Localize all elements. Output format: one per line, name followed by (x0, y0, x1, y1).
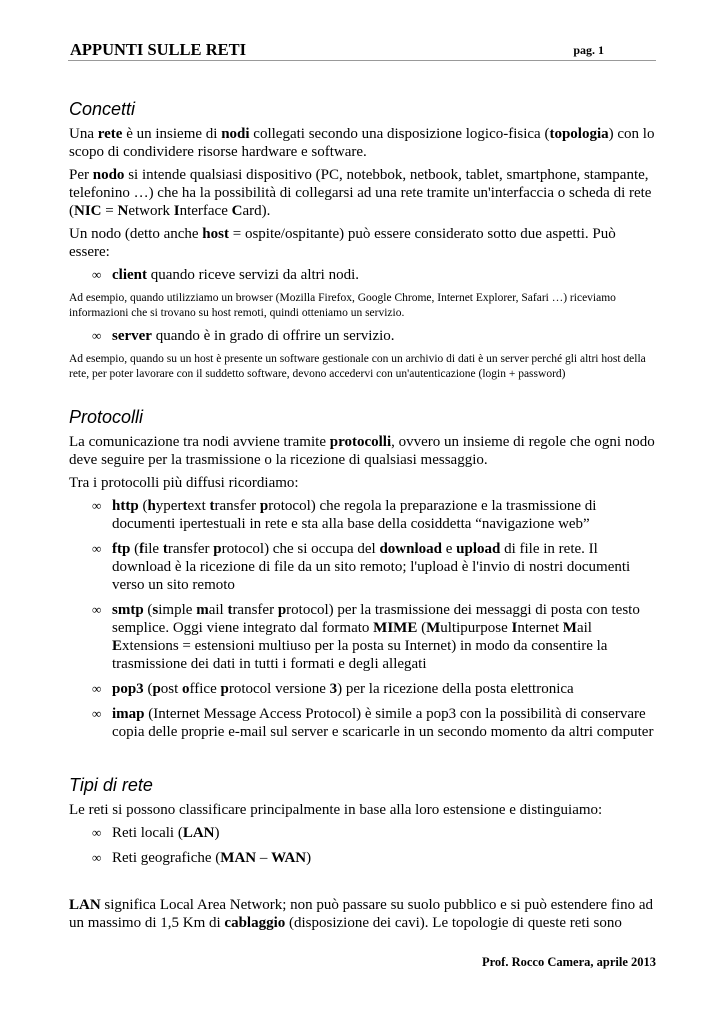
paragraph-protocolli-intro: Tra i protocolli più diffusi ricordiamo: (69, 475, 299, 491)
list-protocolli (69, 497, 657, 741)
page-number: pag. 1 (573, 43, 604, 57)
list-client (69, 266, 657, 284)
list-tipi (69, 824, 657, 867)
infinity-bullet-icon: ∞ (92, 850, 102, 865)
paragraph-lan: LAN significa Local Area Network; non può passare su suolo pubblico e si può estendere fino ad un massimo di 1,5 Km di cablaggio (disposizione dei cavi). Le topologie di queste reti sono (69, 897, 654, 931)
paragraph-rete: Una rete è un insieme di nodi collegati secondo una disposizione logico-fisica (topologia) con lo scopo di condividere risorse hardware e software. (69, 126, 655, 160)
list-item-lan: ∞ Reti locali (LAN) (92, 825, 220, 841)
client-note: Ad esempio, quando utilizziamo un browser (Mozilla Firefox, Google Chrome, Internet Explorer, Safari …) riceviamo informazioni che si trovano su host remoti, quindi otteniamo un servizio. (69, 292, 616, 319)
paragraph-nodo: Per nodo si intende qualsiasi dispositivo (PC, notebbok, netbook, tablet, smartphone, stampante, telefonino …) che ha la possibilità di collegarsi ad una rete tramite un'interfaccia o scheda di rete (NIC = Network Interface Card). (69, 167, 652, 219)
list-item-imap: ∞ imap (Internet Message Access Protocol) è simile a pop3 con la possibilità di conservare copia delle proprie e-mail sul server e scaricarle in un secondo momento da altri computer (92, 706, 654, 740)
infinity-bullet-icon: ∞ (92, 498, 102, 513)
paragraph-tipi: Le reti si possono classificare principalmente in base alla loro estensione e distinguiamo: (69, 802, 603, 818)
heading-tipi-di-rete: Tipi di rete (69, 775, 153, 795)
list-item: ∞ client quando riceve servizi da altri nodi. (92, 267, 360, 283)
infinity-bullet-icon: ∞ (92, 825, 102, 840)
infinity-bullet-icon: ∞ (92, 706, 102, 721)
infinity-bullet-icon: ∞ (92, 267, 102, 282)
server-note: Ad esempio, quando su un host è presente un software gestionale con un archivio di dati è un server perché gli altri host della rete, per poter lavorare con il suddetto software, devono accedervi con un'autenticazione (login + password) (69, 353, 646, 380)
infinity-bullet-icon: ∞ (92, 681, 102, 696)
infinity-bullet-icon: ∞ (92, 541, 102, 556)
paragraph-protocolli: La comunicazione tra nodi avviene tramite protocolli, ovvero un insieme di regole che ogni nodo deve seguire per la trasmissione o la ricezione di qualsiasi messaggio. (69, 434, 655, 468)
section-tipi-di-rete (69, 774, 657, 932)
infinity-bullet-icon: ∞ (92, 602, 102, 617)
list-item-geografiche: ∞ Reti geografiche (MAN – WAN) (92, 850, 312, 866)
list-server (69, 327, 657, 345)
document-body (69, 98, 657, 937)
paragraph-host: Un nodo (detto anche host = ospite/ospitante) può essere considerato sotto due aspetti. Può essere: (69, 226, 616, 260)
page-footer: Prof. Rocco Camera, aprile 2013 (481, 955, 656, 969)
page-header (68, 38, 656, 61)
section-concetti (69, 98, 657, 382)
list-item-http: ∞ http (hypertext transfer protocol) che regola la preparazione e la trasmissione di documenti ipertestuali in rete e sta alla base della cosiddetta “navigazione web” (92, 498, 597, 532)
heading-concetti: Concetti (69, 99, 136, 119)
list-item-smtp: ∞ smtp (simple mail transfer protocol) per la trasmissione dei messaggi di posta con testo semplice. Oggi viene integrato dal formato MIME (Multipurpose Internet Mail Extensions = estensioni multiuso per la posta su Internet) in modo da consentire la trasmissione dei dati in tutti i formati e degli allegati (92, 602, 640, 672)
list-item-pop3: ∞ pop3 (post office protocol versione 3) per la ricezione della posta elettronica (92, 681, 574, 697)
list-item-ftp: ∞ ftp (file transfer protocol) che si occupa del download e upload di file in rete. Il download è la ricezione di file da un sito remoto; l'upload è l'invio di nostri documenti verso un sito remoto (92, 541, 631, 593)
list-item: ∞ server quando è in grado di offrire un servizio. (92, 328, 395, 344)
section-protocolli (69, 406, 657, 741)
infinity-bullet-icon: ∞ (92, 328, 102, 343)
header-title: APPUNTI SULLE RETI (70, 40, 247, 59)
heading-protocolli: Protocolli (69, 407, 144, 427)
